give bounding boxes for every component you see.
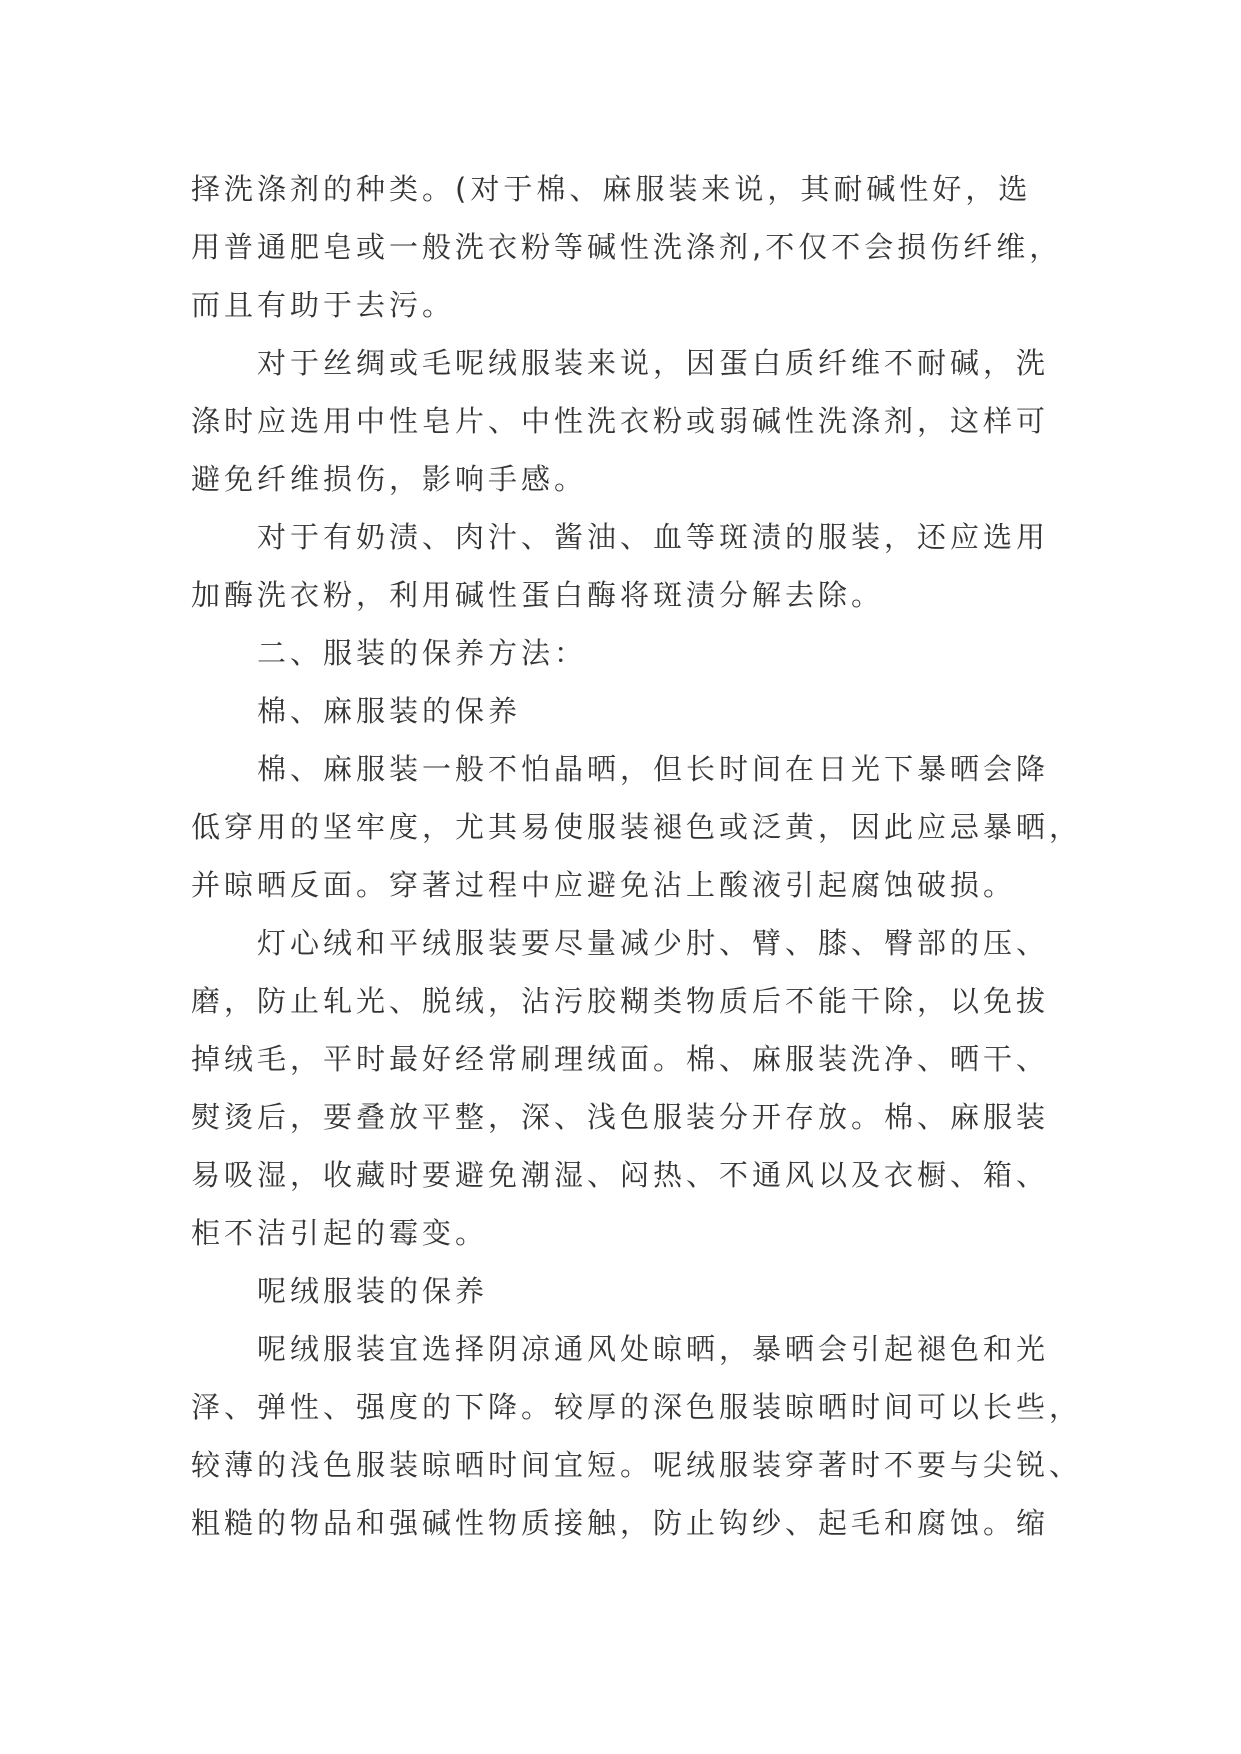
text-line: 柜不洁引起的霉变。 (191, 1216, 489, 1250)
text-line: 择洗涤剂的种类。(对于棉、麻服装来说，其耐碱性好，选 (191, 172, 1032, 206)
paragraph-first-line: 棉、麻服装一般不怕晶晒，但长时间在日光下暴晒会降 (257, 752, 1050, 786)
text-line: 而且有助于去污。 (191, 288, 456, 322)
subsection-heading: 呢绒服装的保养 (257, 1274, 489, 1308)
document-body (191, 160, 1091, 1552)
text-line: 熨烫后，要叠放平整，深、浅色服装分开存放。棉、麻服装 (191, 1100, 1050, 1134)
text-line: 并晾晒反面。穿著过程中应避免沾上酸液引起腐蚀破损。 (191, 868, 1017, 902)
text-line: 用普通肥皂或一般洗衣粉等碱性洗涤剂,不仅不会损伤纤维， (191, 230, 1063, 264)
text-line: 粗糙的物品和强碱性物质接触，防止钩纱、起毛和腐蚀。缩 (191, 1506, 1050, 1540)
paragraph-first-line: 对于有奶渍、肉汁、酱油、血等斑渍的服装，还应选用 (257, 520, 1050, 554)
text-line: 较薄的浅色服装晾晒时间宜短。呢绒服装穿著时不要与尖锐、 (191, 1448, 1083, 1482)
text-line: 掉绒毛，平时最好经常刷理绒面。棉、麻服装洗净、晒干、 (191, 1042, 1050, 1076)
text-line: 加酶洗衣粉，利用碱性蛋白酶将斑渍分解去除。 (191, 578, 885, 612)
text-line: 磨，防止轧光、脱绒，沾污胶糊类物质后不能干除，以免拔 (191, 984, 1050, 1018)
section-heading: 二、服装的保养方法： (257, 636, 588, 670)
text-line: 泽、弹性、强度的下降。较厚的深色服装晾晒时间可以长些， (191, 1390, 1083, 1424)
subsection-heading: 棉、麻服装的保养 (257, 694, 522, 728)
text-line: 避免纤维损伤，影响手感。 (191, 462, 588, 496)
text-line: 涤时应选用中性皂片、中性洗衣粉或弱碱性洗涤剂，这样可 (191, 404, 1050, 438)
paragraph-first-line: 灯心绒和平绒服装要尽量减少肘、臂、膝、臀部的压、 (257, 926, 1050, 960)
text-line: 易吸湿，收藏时要避免潮湿、闷热、不通风以及衣橱、箱、 (191, 1158, 1050, 1192)
paragraph-first-line: 呢绒服装宜选择阴凉通风处晾晒，暴晒会引起褪色和光 (257, 1332, 1050, 1366)
paragraph-first-line: 对于丝绸或毛呢绒服装来说，因蛋白质纤维不耐碱，洗 (257, 346, 1050, 380)
text-line: 低穿用的坚牢度，尤其易使服装褪色或泛黄，因此应忌暴晒， (191, 810, 1083, 844)
